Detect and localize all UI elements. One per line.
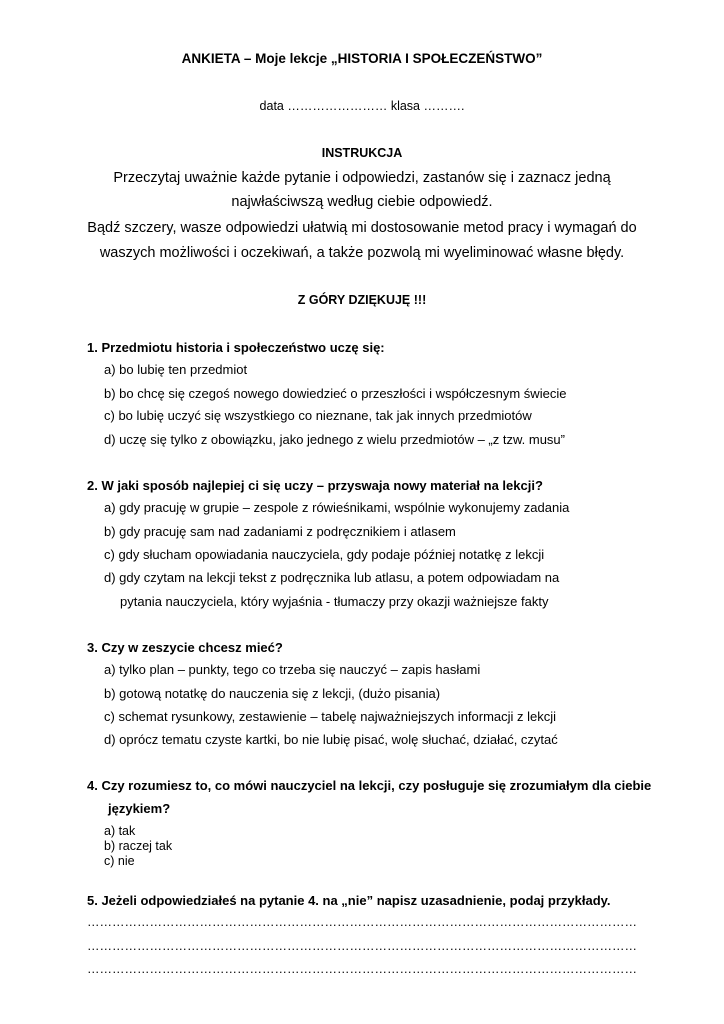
question-2-option-c[interactable]: c) gdy słucham opowiadania nauczyciela, gdy podaje później notatkę z lekcji [104, 547, 545, 562]
answer-line-2[interactable]: …………………………………………………………………………………………………………………… [87, 939, 637, 953]
question-1-option-b[interactable]: b) bo chcę się czegoś nowego dowiedzieć o przeszłości i współczesnym świecie [104, 386, 567, 401]
question-1-option-d[interactable]: d) uczę się tylko z obowiązku, jako jednego z wielu przedmiotów – „z tzw. musu” [104, 432, 565, 447]
instructions-line-1: Przeczytaj uważnie każde pytanie i odpowiedzi, zastanów się i zaznacz jedną [113, 170, 611, 186]
instructions-line-3: Bądź szczery, wasze odpowiedzi ułatwią mi dostosowanie metod pracy i wymagań do [87, 220, 637, 236]
instructions-heading: INSTRUKCJA [321, 146, 403, 160]
instructions-line-4: waszych możliwości i oczekiwań, a także pozwolą mi wyeliminować własne błędy. [99, 245, 625, 261]
question-4-option-c[interactable]: c) nie [104, 854, 135, 868]
question-3-option-d[interactable]: d) oprócz tematu czyste kartki, bo nie lubię pisać, wolę słuchać, działać, czytać [104, 732, 558, 747]
question-1-option-c[interactable]: c) bo lubię uczyć się wszystkiego co nieznane, tak jak innych przedmiotów [104, 408, 532, 423]
instructions-line-2: najwłaściwszą według ciebie odpowiedź. [231, 194, 493, 210]
question-4-option-a[interactable]: a) tak [104, 824, 136, 838]
question-2-option-d-continuation: pytania nauczyciela, który wyjaśnia - tłumaczy przy okazji ważniejsze fakty [120, 594, 549, 609]
question-4-continuation: językiem? [108, 801, 171, 816]
question-1: 1. Przedmiotu historia i społeczeństwo uczę się: [87, 340, 385, 355]
answer-line-1[interactable]: …………………………………………………………………………………………………………………… [87, 915, 637, 929]
question-3: 3. Czy w zeszycie chcesz mieć? [87, 640, 283, 655]
question-2: 2. W jaki sposób najlepiej ci się uczy – przyswaja nowy materiał na lekcji? [87, 478, 543, 493]
question-1-option-a[interactable]: a) bo lubię ten przedmiot [104, 362, 248, 377]
answer-line-3[interactable]: …………………………………………………………………………………………………………………… [87, 962, 637, 976]
question-2-option-a[interactable]: a) gdy pracuję w grupie – zespole z rówieśnikami, wspólnie wykonujemy zadania [104, 500, 570, 515]
question-3-option-a[interactable]: a) tylko plan – punkty, tego co trzeba się nauczyć – zapis hasłami [104, 662, 481, 677]
thanks-note: Z GÓRY DZIĘKUJĘ !!! [297, 293, 427, 307]
question-2-option-b[interactable]: b) gdy pracuję sam nad zadaniami z podręcznikiem i atlasem [104, 524, 456, 539]
question-3-option-c[interactable]: c) schemat rysunkowy, zestawienie – tabelę najważniejszych informacji z lekcji [104, 709, 557, 724]
question-4-option-b[interactable]: b) raczej tak [104, 839, 173, 853]
survey-title: ANKIETA – Moje lekcje „HISTORIA I SPOŁECZEŃSTWO” [181, 51, 543, 66]
question-2-option-d[interactable]: d) gdy czytam na lekcji tekst z podręcznika lub atlasu, a potem odpowiadam na [104, 570, 560, 585]
question-4: 4. Czy rozumiesz to, co mówi nauczyciel na lekcji, czy posługuje się zrozumiałym dla ciebie [87, 778, 652, 793]
question-3-option-b[interactable]: b) gotową notatkę do nauczenia się z lekcji, (dużo pisania) [104, 686, 441, 701]
question-5: 5. Jeżeli odpowiedziałeś na pytanie 4. na „nie” napisz uzasadnienie, podaj przykłady. [87, 893, 611, 908]
date-class-line: data …………………… klasa ………. [259, 99, 465, 113]
